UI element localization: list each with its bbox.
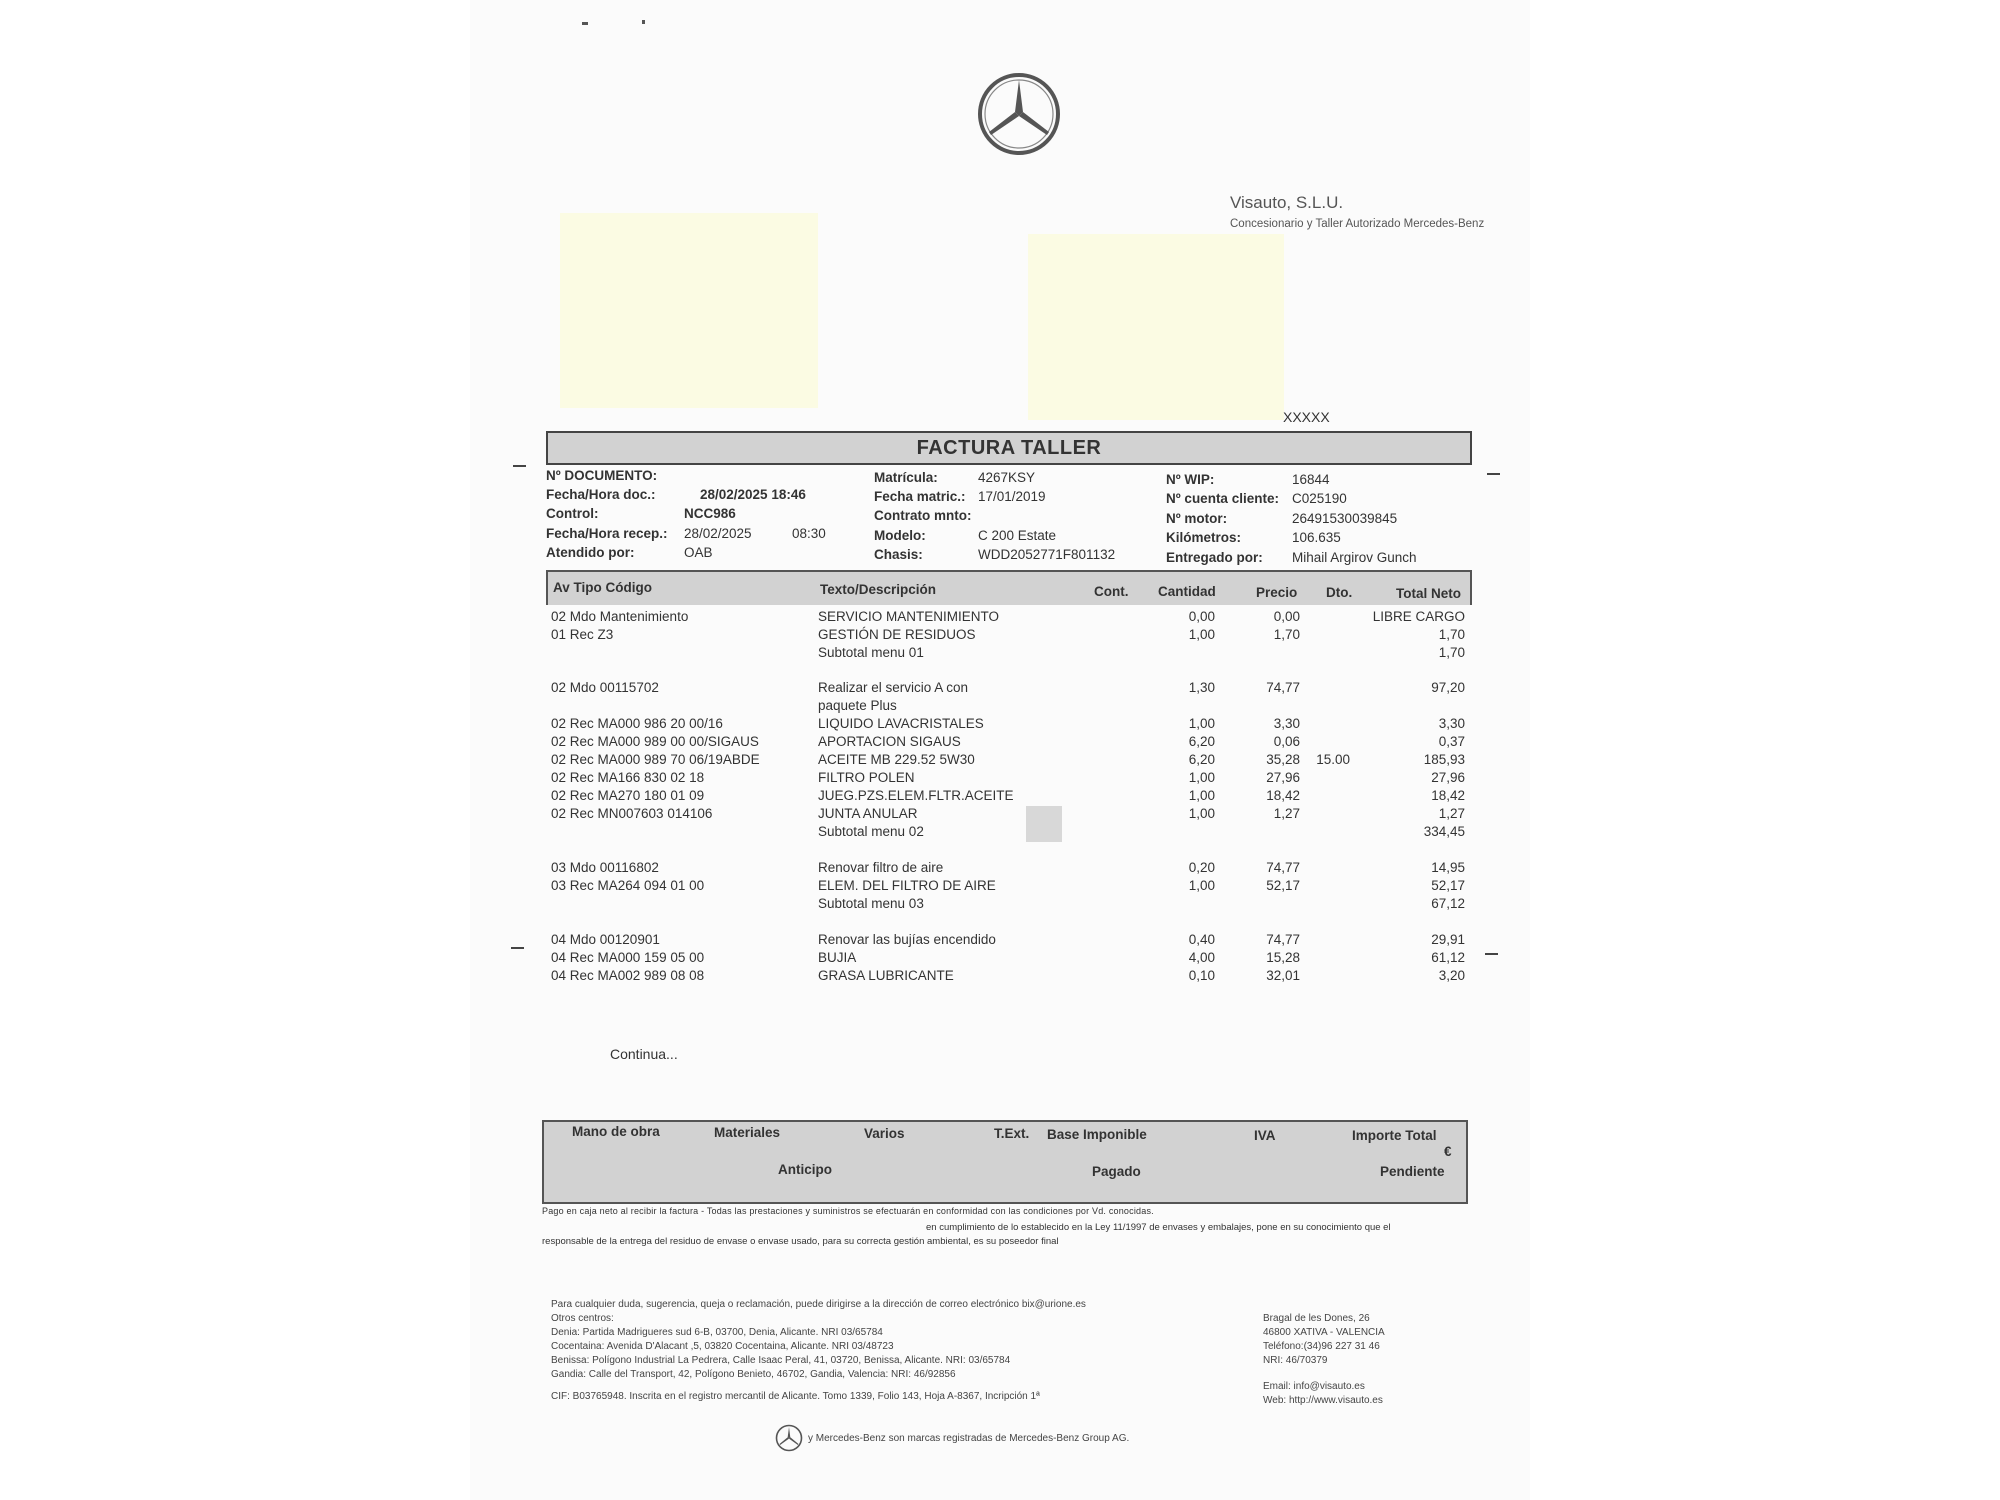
row-description: Subtotal menu 03 [818, 896, 924, 911]
row-net-total: 29,91 [1431, 932, 1465, 947]
col-disc-header: Dto. [1326, 585, 1353, 600]
row-net-total: 185,93 [1423, 752, 1465, 767]
row-price: 3,30 [1273, 716, 1300, 731]
scan-smudge [1026, 806, 1062, 842]
doc-datetime-label: Fecha/Hora doc.: [546, 487, 656, 502]
row-code: 02 Rec MN007603 014106 [551, 806, 713, 821]
footer-other-centers: Otros centros: [551, 1313, 614, 1324]
company-name: Visauto, S.L.U. [1230, 193, 1344, 212]
row-net-total: 1,70 [1438, 645, 1465, 660]
row-net-total: 334,45 [1423, 824, 1465, 839]
redacted-marker: XXXXX [1283, 409, 1330, 425]
table-row [0, 878, 2000, 895]
col-code-header: Av Tipo Código [553, 580, 652, 595]
row-description: paquete Plus [818, 698, 897, 713]
invoice-title-bar [546, 431, 1472, 465]
redacted-customer-block [1028, 234, 1284, 420]
table-row [0, 788, 2000, 805]
footer-web: Web: http://www.visauto.es [1263, 1395, 1383, 1406]
row-net-total: 1,27 [1438, 806, 1465, 821]
scan-speck [582, 22, 588, 25]
row-net-total: 52,17 [1431, 878, 1465, 893]
delivered-label: Entregado por: [1166, 550, 1263, 565]
table-row [0, 824, 2000, 841]
col-desc-header: Texto/Descripción [820, 582, 937, 597]
reg-date-label: Fecha matric.: [874, 489, 966, 504]
row-description: FILTRO POLEN [818, 770, 915, 785]
row-net-total: 14,95 [1431, 860, 1465, 875]
table-row [0, 734, 2000, 751]
row-quantity: 4,00 [1188, 950, 1215, 965]
various-label: Varios [864, 1126, 905, 1141]
row-quantity: 0,20 [1188, 860, 1215, 875]
materials-label: Materiales [714, 1125, 781, 1140]
recep-date: 28/02/2025 [684, 526, 752, 541]
footer-center: Cocentaina: Avenida D'Alacant ,5, 03820 Cocentaina, Alicante. NRI 03/48723 [551, 1341, 894, 1352]
control-value: NCC986 [684, 506, 736, 521]
table-row [0, 680, 2000, 697]
table-row [0, 609, 2000, 626]
chassis-label: Chasis: [874, 547, 923, 562]
waste-note-line-1: en cumplimiento de lo establecido en la Ley 11/1997 de envases y embalajes, pone en su conocimiento que el [926, 1222, 1391, 1233]
table-row [0, 860, 2000, 877]
row-code: 03 Rec MA264 094 01 00 [551, 878, 705, 893]
footer-center: Benissa: Polígono Industrial La Pedrera, Calle Isaac Peral, 41, 03720, Benissa, Alicante. NRI: 03/65784 [551, 1355, 1011, 1366]
footer-center: Denia: Partida Madrigueres sud 6-B, 03700, Denia, Alicante. NRI 03/65784 [551, 1327, 883, 1338]
row-price: 1,27 [1273, 806, 1300, 821]
col-price-header: Precio [1256, 585, 1298, 600]
table-row [0, 896, 2000, 913]
row-description: LIQUIDO LAVACRISTALES [818, 716, 984, 731]
footer-center: Gandia: Calle del Transport, 42, Polígono Benieto, 46702, Gandia, Valencia: NRI: 46/92856 [551, 1369, 956, 1380]
footer-contact: Para cualquier duda, sugerencia, queja o reclamación, puede dirigirse a la dirección de correo electrónico bix@urione.es [551, 1299, 1086, 1310]
vat-label: IVA [1254, 1128, 1276, 1143]
reg-date-value: 17/01/2019 [978, 489, 1046, 504]
plate-value: 4267KSY [978, 470, 1036, 485]
row-net-total: 1,70 [1438, 627, 1465, 642]
wip-value: 16844 [1292, 472, 1330, 487]
table-row [0, 932, 2000, 949]
row-description: APORTACION SIGAUS [818, 734, 961, 749]
wip-label: Nº WIP: [1166, 472, 1215, 487]
row-net-total: 18,42 [1431, 788, 1465, 803]
row-code: 01 Rec Z3 [551, 627, 614, 642]
account-label: Nº cuenta cliente: [1166, 491, 1279, 506]
row-net-total: 0,37 [1438, 734, 1465, 749]
footer-email: Email: info@visauto.es [1263, 1381, 1365, 1392]
row-description: GRASA LUBRICANTE [818, 968, 954, 983]
row-description: Realizar el servicio A con [818, 680, 969, 695]
table-row [0, 716, 2000, 733]
mercedes-star-icon [977, 72, 1061, 156]
row-quantity: 1,00 [1188, 806, 1215, 821]
attended-label: Atendido por: [546, 545, 635, 560]
row-code: 02 Rec MA000 986 20 00/16 [551, 716, 723, 731]
row-net-total: 3,30 [1438, 716, 1465, 731]
row-price: 74,77 [1266, 932, 1300, 947]
row-quantity: 1,00 [1188, 770, 1215, 785]
scan-speck [642, 20, 645, 24]
row-description: JUNTA ANULAR [818, 806, 918, 821]
footer-cif: CIF: B03765948. Inscrita en el registro mercantil de Alicante. Tomo 1339, Folio 143, Hoja A-8367, Incripción 1ª [551, 1391, 1040, 1402]
redacted-address-block [560, 213, 818, 408]
table-row [0, 770, 2000, 787]
row-discount: 15.00 [1316, 752, 1350, 767]
table-row [0, 950, 2000, 967]
row-price: 0,00 [1273, 609, 1300, 624]
row-description: Renovar las bujías encendido [818, 932, 996, 947]
plate-label: Matrícula: [874, 470, 938, 485]
continua-label: Continua... [610, 1046, 678, 1062]
row-price: 35,28 [1266, 752, 1300, 767]
table-row [0, 627, 2000, 644]
row-quantity: 1,00 [1188, 878, 1215, 893]
waste-note-line-2: responsable de la entrega del residuo de envase o envase usado, para su correcta gestión ambiental, es su poseedor final [542, 1236, 1059, 1247]
row-price: 1,70 [1273, 627, 1300, 642]
labor-label: Mano de obra [572, 1124, 660, 1139]
row-description: Renovar filtro de aire [818, 860, 944, 875]
row-quantity: 1,00 [1188, 716, 1215, 731]
row-quantity: 6,20 [1188, 752, 1215, 767]
row-net-total: 97,20 [1431, 680, 1465, 695]
row-quantity: 0,40 [1188, 932, 1215, 947]
payment-note: Pago en caja neto al recibir la factura - Todas las prestaciones y suministros se efectuarán en conformidad con las condiciones por Vd. conocidas. [542, 1206, 1154, 1216]
row-code: 02 Rec MA270 180 01 09 [551, 788, 705, 803]
row-code: 02 Rec MA000 989 00 00/SIGAUS [551, 734, 759, 749]
table-row [0, 698, 2000, 715]
row-price: 74,77 [1266, 680, 1300, 695]
km-label: Kilómetros: [1166, 530, 1242, 545]
row-price: 15,28 [1266, 950, 1300, 965]
margin-mark [1487, 473, 1500, 475]
footer-nri: NRI: 46/70379 [1263, 1355, 1328, 1366]
doc-number-label: Nº DOCUMENTO: [546, 468, 658, 483]
km-value: 106.635 [1292, 530, 1341, 545]
row-description: ACEITE MB 229.52 5W30 [818, 752, 975, 767]
row-net-total: 67,12 [1431, 896, 1465, 911]
row-code: 02 Rec MA000 989 70 06/19ABDE [551, 752, 760, 767]
text-label: T.Ext. [994, 1126, 1030, 1141]
row-description: Subtotal menu 01 [818, 645, 924, 660]
row-quantity: 1,00 [1188, 788, 1215, 803]
currency-label: € [1444, 1144, 1452, 1159]
row-description: ELEM. DEL FILTRO DE AIRE [818, 878, 996, 893]
doc-datetime-value: 28/02/2025 18:46 [700, 487, 806, 502]
advance-label: Anticipo [778, 1162, 832, 1177]
col-qty-header: Cantidad [1158, 584, 1216, 599]
margin-mark [513, 465, 526, 467]
recep-label: Fecha/Hora recep.: [546, 526, 668, 541]
row-description: GESTIÓN DE RESIDUOS [818, 627, 976, 642]
company-tagline: Concesionario y Taller Autorizado Mercedes-Benz [1230, 218, 1485, 230]
account-value: C025190 [1292, 491, 1347, 506]
row-price: 32,01 [1266, 968, 1300, 983]
recep-time: 08:30 [792, 526, 826, 541]
pending-label: Pendiente [1380, 1164, 1445, 1179]
row-code: 03 Mdo 00116802 [551, 860, 659, 875]
row-quantity: 1,00 [1188, 627, 1215, 642]
row-price: 52,17 [1266, 878, 1300, 893]
engine-value: 26491530039845 [1292, 511, 1398, 526]
footer-phone: Teléfono:(34)96 227 31 46 [1263, 1341, 1380, 1352]
row-description: SERVICIO MANTENIMIENTO [818, 609, 1000, 624]
row-quantity: 6,20 [1188, 734, 1215, 749]
row-quantity: 0,00 [1188, 609, 1215, 624]
col-cont-header: Cont. [1094, 584, 1129, 599]
row-net-total: 3,20 [1438, 968, 1465, 983]
delivered-value: Mihail Argirov Gunch [1292, 550, 1417, 565]
engine-label: Nº motor: [1166, 511, 1228, 526]
row-price: 18,42 [1266, 788, 1300, 803]
footer-address-1: Bragal de les Dones, 26 [1263, 1313, 1370, 1324]
mercedes-star-small-icon [775, 1424, 803, 1452]
contract-label: Contrato mnto: [874, 508, 972, 523]
row-description: Subtotal menu 02 [818, 824, 924, 839]
trademark-note: y Mercedes-Benz son marcas registradas de Mercedes-Benz Group AG. [808, 1433, 1130, 1444]
base-label: Base Imponible [1047, 1127, 1147, 1142]
row-code: 02 Rec MA166 830 02 18 [551, 770, 705, 785]
row-quantity: 0,10 [1188, 968, 1215, 983]
table-row [0, 968, 2000, 985]
table-row [0, 645, 2000, 662]
row-code: 02 Mdo 00115702 [551, 680, 659, 695]
items-table-header [546, 570, 1472, 605]
row-price: 0,06 [1273, 734, 1300, 749]
model-label: Modelo: [874, 528, 926, 543]
row-code: 04 Rec MA002 989 08 08 [551, 968, 705, 983]
footer-address-2: 46800 XATIVA - VALENCIA [1263, 1327, 1385, 1338]
table-row [0, 752, 2000, 769]
row-code: 02 Mdo Mantenimiento [551, 609, 689, 624]
row-code: 04 Rec MA000 159 05 00 [551, 950, 705, 965]
control-label: Control: [546, 506, 599, 521]
col-net-header: Total Neto [1396, 586, 1461, 601]
table-row [0, 806, 2000, 823]
totals-box [542, 1120, 1468, 1204]
total-label: Importe Total [1352, 1128, 1437, 1143]
row-description: BUJIA [818, 950, 857, 965]
row-price: 27,96 [1266, 770, 1300, 785]
row-code: 04 Mdo 00120901 [551, 932, 660, 947]
row-net-total: 27,96 [1431, 770, 1465, 785]
row-net-total: 61,12 [1431, 950, 1465, 965]
document-title: FACTURA TALLER [916, 437, 1102, 459]
model-value: C 200 Estate [978, 528, 1057, 543]
row-description: JUEG.PZS.ELEM.FLTR.ACEITE [818, 788, 1014, 803]
attended-value: OAB [684, 545, 713, 560]
row-net-total: LIBRE CARGO [1372, 609, 1465, 624]
paid-label: Pagado [1092, 1164, 1141, 1179]
row-price: 74,77 [1266, 860, 1300, 875]
row-quantity: 1,30 [1188, 680, 1215, 695]
chassis-value: WDD2052771F801132 [978, 547, 1116, 562]
